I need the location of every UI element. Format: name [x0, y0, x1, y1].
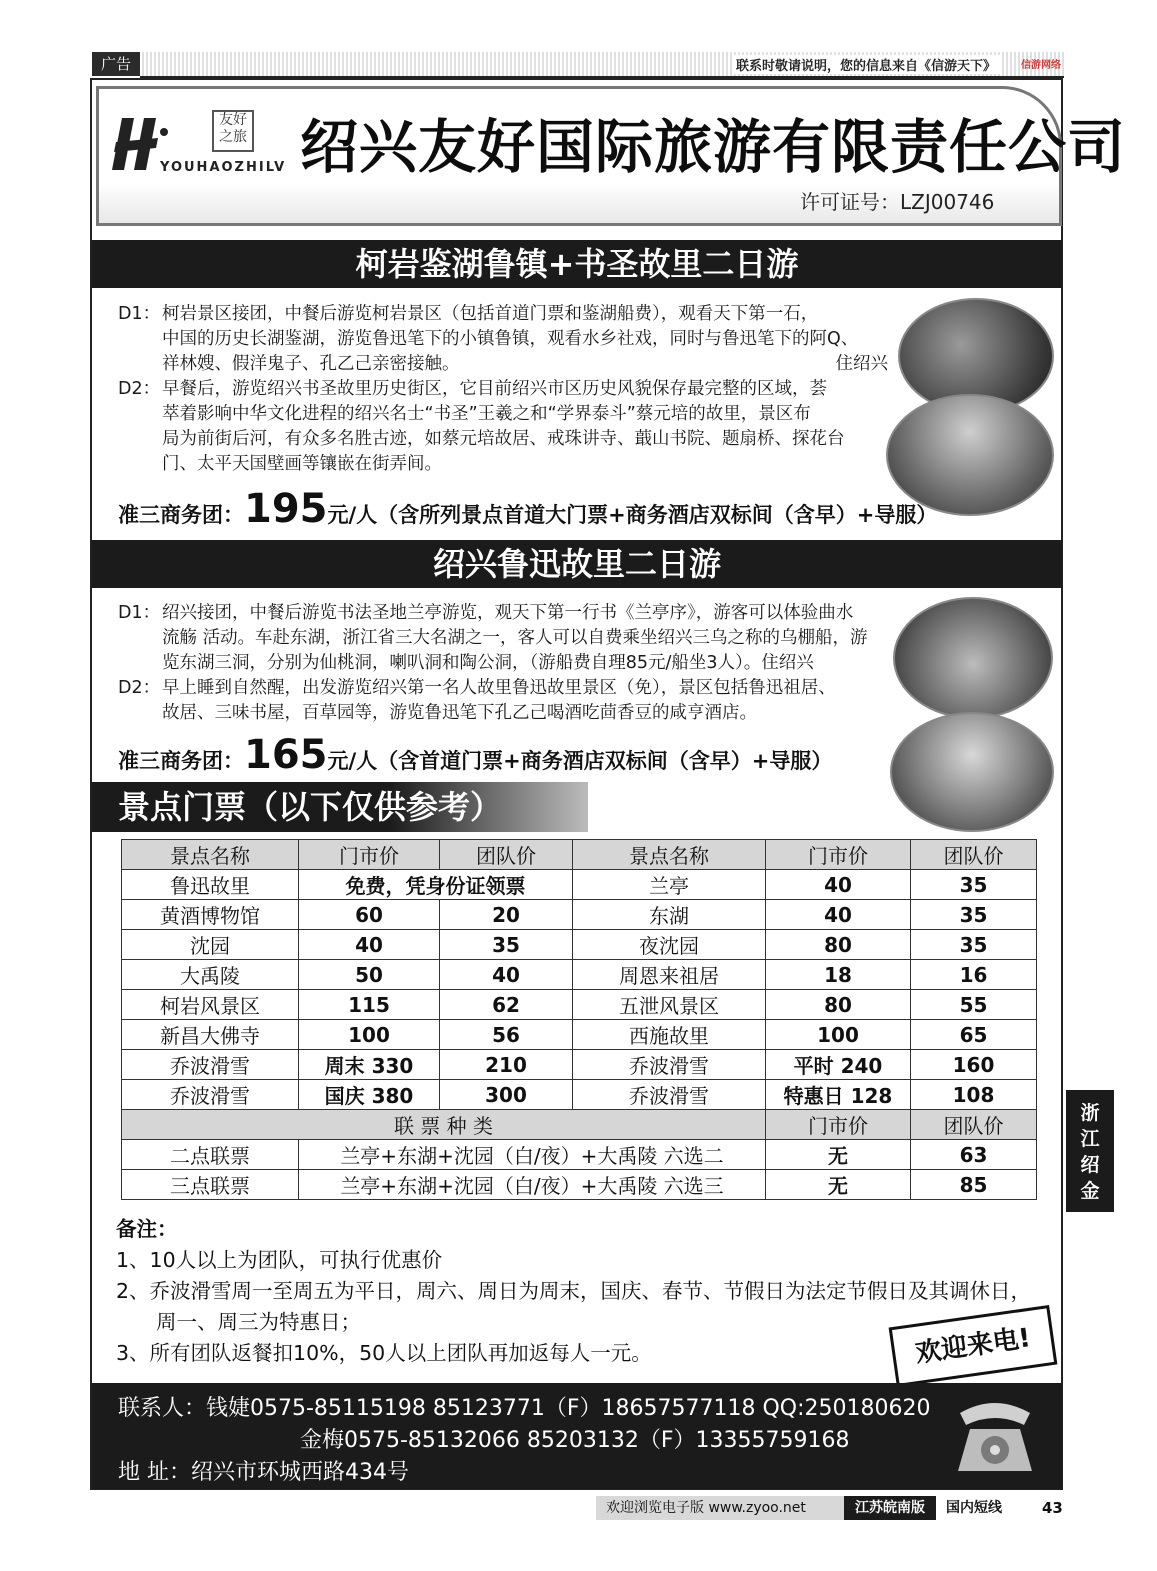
tour1-price	[118, 486, 937, 532]
tour1-d1-line: 柯岩景区接团，中餐后游览柯岩景区（包括首道门票和鉴湖船费），观看天下第一石，	[162, 304, 819, 324]
table-cell: 鲁迅故里	[122, 870, 299, 900]
table-cell: 35	[911, 930, 1037, 960]
company-name: 绍兴友好国际旅游有限责任公司	[300, 113, 1127, 181]
telephone-icon	[950, 1393, 1040, 1479]
table-cell: 300	[440, 1080, 573, 1110]
table-header: 门市价	[766, 1110, 911, 1140]
tour2-d2-line: 早上睡到自然醒，出发游览绍兴第一名人故里鲁迅故里景区（免），景区包括鲁迅祖居、	[162, 678, 836, 698]
tour2-photo-lake	[893, 597, 1053, 719]
notes-title: 备注：	[116, 1217, 178, 1241]
table-cell: 160	[911, 1050, 1037, 1080]
table-row	[122, 1080, 1037, 1110]
tickets-table	[121, 839, 1037, 1200]
table-cell: 40	[766, 900, 911, 930]
table-cell: 三点联票	[122, 1170, 299, 1200]
table-cell: 50	[299, 960, 440, 990]
table-row	[122, 1170, 1037, 1200]
source-note: 联系时敬请说明，您的信息来自《信游天下》	[732, 55, 1000, 74]
tour2-itinerary	[118, 601, 878, 726]
table-cell: 平时 240	[766, 1050, 911, 1080]
table-row	[122, 960, 1037, 990]
tour1-d1-stay: 住绍兴	[835, 354, 888, 374]
table-header: 门市价	[766, 840, 911, 870]
tour2-d1-line: 绍兴接团，中餐后游览书法圣地兰亭游览，观天下第一行书《兰亭序》，游客可以体验曲水	[162, 603, 854, 623]
table-cell: 56	[440, 1020, 573, 1050]
table-cell: 100	[299, 1020, 440, 1050]
note-item: 1、10人以上为团队，可执行优惠价	[116, 1248, 443, 1272]
table-cell: 免费，凭身份证领票	[299, 870, 573, 900]
table-cell: 62	[440, 990, 573, 1020]
footer-edition: 江苏皖南版	[844, 1496, 936, 1520]
tour1-itinerary	[118, 302, 888, 477]
table-cell: 黄酒博物馆	[122, 900, 299, 930]
footer-site: 欢迎浏览电子版 www.zyoo.net	[596, 1496, 846, 1520]
license-number: 许可证号：LZJ00746	[800, 190, 995, 214]
table-cell: 40	[766, 870, 911, 900]
region-tab-char: 浙	[1080, 1102, 1100, 1124]
tour1-d2-line: 萃着影响中华文化进程的绍兴名士“书圣”王羲之和“学界泰斗”蔡元培的故里，景区布	[162, 404, 811, 424]
tour2-d1-line: 流觞 活动。车赴东湖，浙江省三大名湖之一，客人可以自费乘坐绍兴三乌之称的乌棚船，游	[162, 628, 868, 648]
table-cell: 35	[440, 930, 573, 960]
tour2-title: 绍兴鲁迅故里二日游	[92, 540, 1062, 588]
table-row	[122, 1050, 1037, 1080]
welcome-stamp: 欢迎来电!	[889, 1305, 1058, 1387]
tour2-d2-line: 故居、三味书屋，百草园等，游览鲁迅笔下孔乙己喝酒吃茴香豆的咸亨酒店。	[162, 703, 757, 723]
tour1-price-value: 195	[244, 486, 328, 532]
table-header: 景点名称	[122, 840, 299, 870]
table-cell: 二点联票	[122, 1140, 299, 1170]
tour1-d1-line: 中国的历史长湖鉴湖，游览鲁迅笔下的小镇鲁镇，观看水乡社戏，同时与鲁迅笔下的阿Q、	[162, 329, 859, 349]
ad-tag: 广告	[92, 52, 140, 76]
table-cell: 兰亭	[573, 870, 766, 900]
table-cell: 乔波滑雪	[573, 1050, 766, 1080]
table-cell: 周末 330	[299, 1050, 440, 1080]
tour2-price-value: 165	[244, 732, 328, 778]
table-cell: 兰亭+东湖+沈园（白/夜）+大禹陵 六选三	[299, 1170, 766, 1200]
footer-section: 国内短线	[946, 1500, 1002, 1516]
table-cell: 115	[299, 990, 440, 1020]
note-item: 2、乔波滑雪周一至周五为平日，周六、周日为周末，国庆、春节、节假日为法定节假日及其调休日，	[116, 1279, 1032, 1303]
region-tab-char: 绍	[1080, 1154, 1100, 1176]
contact-line: 联系人：钱婕0575-85115198 85123771（F）18657577118 QQ:250180620	[118, 1396, 931, 1421]
table-cell: 55	[911, 990, 1037, 1020]
table-cell: 35	[911, 870, 1037, 900]
table-header: 景点名称	[573, 840, 766, 870]
tour2-d2-label: D2：	[118, 678, 161, 698]
table-cell: 特惠日 128	[766, 1080, 911, 1110]
logo-en: YOUHAOZHILV	[160, 160, 287, 175]
combo-header-row	[122, 1110, 1037, 1140]
tour1-price-unit: 元/人（含所列景点首道大门票+商务酒店双标间（含早）+导服）	[327, 503, 938, 527]
note-item: 3、所有团队返餐扣10%，50人以上团队再加返每人一元。	[116, 1341, 652, 1365]
tour1-price-label: 准三商务团：	[118, 503, 244, 527]
table-cell: 大禹陵	[122, 960, 299, 990]
table-header: 团队价	[440, 840, 573, 870]
page-number: 43	[1042, 1499, 1063, 1517]
table-header: 团队价	[911, 1110, 1037, 1140]
note-item: 周一、周三为特惠日；	[156, 1310, 361, 1334]
table-cell: 东湖	[573, 900, 766, 930]
table-header: 联 票 种 类	[122, 1110, 766, 1140]
tour2-price	[118, 732, 832, 778]
tour1-d2-line: 早餐后，游览绍兴书圣故里历史街区，它目前绍兴市区历史风貌保存最完整的区域，荟	[162, 379, 827, 399]
table-cell: 新昌大佛寺	[122, 1020, 299, 1050]
table-cell: 85	[911, 1170, 1037, 1200]
table-row	[122, 990, 1037, 1020]
table-header: 团队价	[911, 840, 1037, 870]
region-tab-char: 江	[1080, 1128, 1100, 1150]
top-strip	[140, 52, 1064, 78]
table-header: 门市价	[299, 840, 440, 870]
table-row	[122, 900, 1037, 930]
region-tab-char: 金	[1080, 1180, 1100, 1202]
contact-panel	[92, 1383, 1062, 1489]
tour1-d2-line: 门、太平天国壁画等镶嵌在街弄间。	[162, 454, 442, 474]
table-cell: 周恩来祖居	[573, 960, 766, 990]
table-cell: 无	[766, 1140, 911, 1170]
table-cell: 35	[911, 900, 1037, 930]
table-cell: 108	[911, 1080, 1037, 1110]
table-cell: 18	[766, 960, 911, 990]
tour2-price-label: 准三商务团：	[118, 749, 244, 773]
tour1-d1-line: 祥林嫂、假洋鬼子、孔乙己亲密接触。	[162, 354, 460, 374]
tour1-title: 柯岩鉴湖鲁镇+书圣故里二日游	[92, 240, 1062, 288]
table-row	[122, 930, 1037, 960]
table-cell: 柯岩风景区	[122, 990, 299, 1020]
address-line: 地 址：绍兴市环城西路434号	[118, 1460, 409, 1485]
tour1-d1-label: D1：	[118, 304, 161, 324]
table-row	[122, 1020, 1037, 1050]
table-cell: 沈园	[122, 930, 299, 960]
table-cell: 五泄风景区	[573, 990, 766, 1020]
tour2-d1-label: D1：	[118, 603, 161, 623]
tour1-d2-line: 局为前街后河，有众多名胜古迹，如蔡元培故居、戒珠讲寺、蕺山书院、题扇桥、探花台	[162, 429, 845, 449]
table-cell: 乔波滑雪	[122, 1050, 299, 1080]
table-cell: 无	[766, 1170, 911, 1200]
table-cell: 40	[440, 960, 573, 990]
tour2-d1-line: 览东湖三洞，分别为仙桃洞，喇叭洞和陶公洞，（游船费自理85元/船坐3人）。住绍兴	[162, 653, 814, 673]
contact-line: 金梅0575-85132066 85203132（F）13355759168	[300, 1428, 850, 1453]
table-header-row	[122, 840, 1037, 870]
tour1-d2-label: D2：	[118, 379, 161, 399]
table-cell: 16	[911, 960, 1037, 990]
table-cell: 80	[766, 930, 911, 960]
table-cell: 乔波滑雪	[573, 1080, 766, 1110]
table-row	[122, 1140, 1037, 1170]
table-cell: 210	[440, 1050, 573, 1080]
publisher-logo: 信游网络	[1021, 60, 1061, 71]
table-cell: 20	[440, 900, 573, 930]
table-cell: 国庆 380	[299, 1080, 440, 1110]
table-cell: 100	[766, 1020, 911, 1050]
table-cell: 80	[766, 990, 911, 1020]
table-cell: 西施故里	[573, 1020, 766, 1050]
table-cell: 65	[911, 1020, 1037, 1050]
logo-seal: 友好之旅	[212, 110, 254, 152]
tour2-price-unit: 元/人（含首道门票+商务酒店双标间（含早）+导服）	[327, 749, 833, 773]
tour2-photo-pavilion	[890, 712, 1054, 832]
table-row	[122, 870, 1037, 900]
table-cell: 夜沈园	[573, 930, 766, 960]
table-cell: 40	[299, 930, 440, 960]
table-cell: 乔波滑雪	[122, 1080, 299, 1110]
region-tab	[1066, 1090, 1114, 1212]
table-cell: 60	[299, 900, 440, 930]
table-cell: 63	[911, 1140, 1037, 1170]
table-cell: 兰亭+东湖+沈园（白/夜）+大禹陵 六选二	[299, 1140, 766, 1170]
tickets-title: 景点门票（以下仅供参考）	[92, 782, 588, 832]
